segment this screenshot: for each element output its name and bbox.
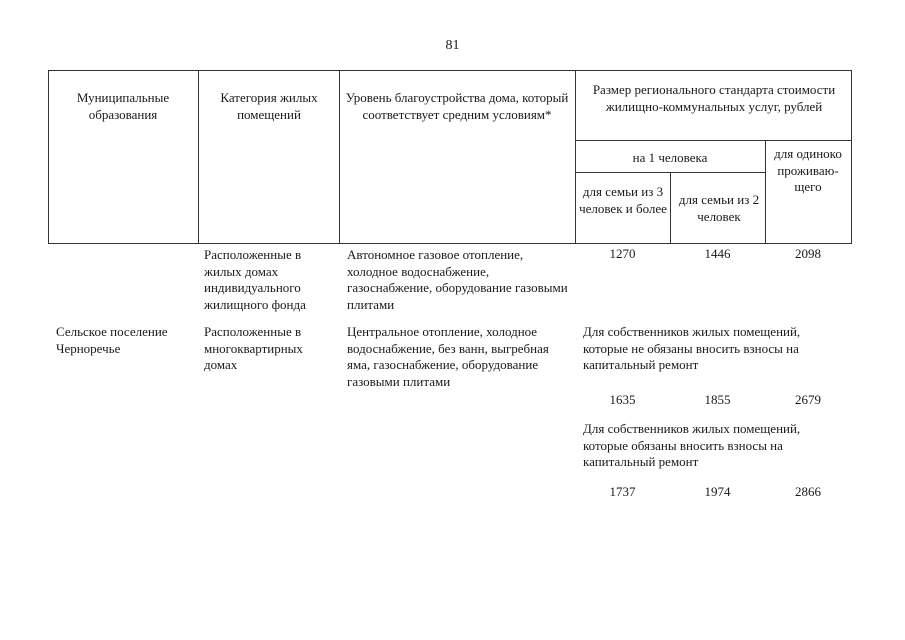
row1-improvement-level: Автономное газовое отопление, холодное водоснабжение, газоснабжение, оборудование газовыми плитами [347,247,568,312]
row1-value-family2: 1446 [704,246,731,261]
page-number: 81 [445,38,460,53]
row2-value1-family3: 1635 [609,392,636,407]
row2-municipality: Сельское поселение Черноречье [56,324,168,356]
header-category: Категория жилых помещений [220,90,318,122]
row1-value-family3: 1270 [609,246,636,261]
row2-improvement-level: Центральное отопление, холодное водоснабжение, без ванн, выгребная яма, газоснабжение, оборудование газовыми плитами [347,324,549,389]
row2-value2-single: 2866 [795,484,821,499]
row2-note-capital-repair: Для собственников жилых помещений, которые обязаны вносить взносы на капитальный ремонт [583,421,801,469]
header-family-2: для семьи из 2 человек [678,192,760,224]
row2-category: Расположенные в многоквартирных домах [204,324,303,372]
header-family-3: для семьи из 3 человек и более [579,184,667,216]
header-municipality: Муниципальные образования [76,90,170,122]
header-regional-standard: Размер регионального стандарта стоимости жилищно-коммунальных услуг, рублей [592,82,836,114]
row2-value2-family2: 1974 [704,484,731,499]
row1-value-single: 2098 [795,246,821,261]
header-improvement-level: Уровень благоустройства дома, который соответствует средним условиям* [345,90,569,122]
row2-note-no-capital-repair: Для собственников жилых помещений, которые не обязаны вносить взносы на капитальный ремонт [583,324,801,372]
row2-value1-family2: 1855 [704,392,731,407]
row2-value1-single: 2679 [795,392,821,407]
row2-value2-family3: 1737 [609,484,636,499]
header-per-person: на 1 человека [632,150,708,165]
header-single-resident: для одиноко проживаю-щего [774,146,842,194]
row1-category: Расположенные в жилых домах индивидуального жилищного фонда [204,247,306,312]
